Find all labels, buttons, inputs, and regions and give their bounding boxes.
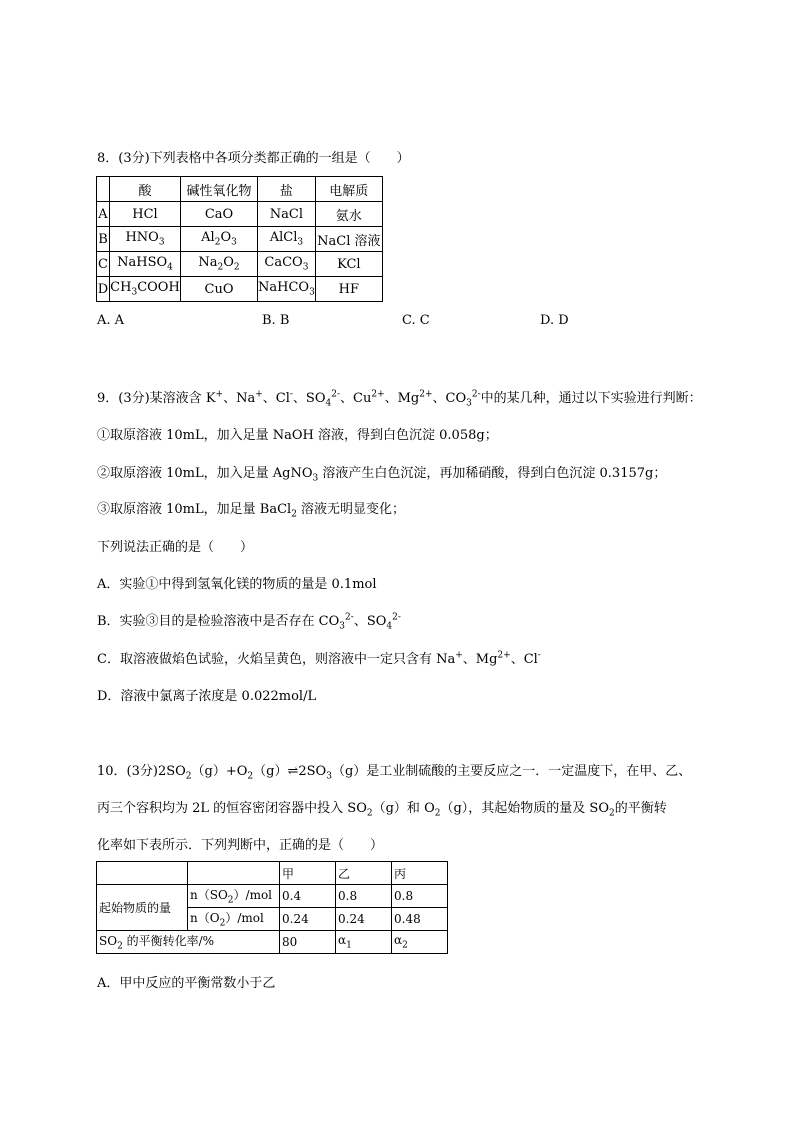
- table-row: [97, 931, 448, 954]
- table-cell: [188, 862, 280, 885]
- table-cell: CuO: [181, 277, 258, 302]
- q9-stem: 9．(3分)某溶液含 K+、Na+、Cl-、$SO_4^{2-}$、$Cu^{2+}$、$Mg^{2+}$、$CO_3^{2-}$中的某几种，通过以下实验进行判断：: [97, 389, 702, 409]
- row-label: $n(SO_2)$/mol: [188, 885, 280, 908]
- header-basic-oxide: 碱性氧化物: [181, 177, 258, 202]
- q8-option-d: D. D: [540, 313, 569, 328]
- table-cell: $\alpha_2$: [392, 931, 448, 954]
- q8-option-c: C. C: [402, 313, 430, 328]
- table-header-row: [97, 862, 448, 885]
- table-cell: 0.8: [336, 885, 392, 908]
- table-cell: [97, 177, 110, 202]
- table-row: [97, 202, 383, 227]
- q8-option-b: B. B: [262, 313, 290, 328]
- table-cell: 0.8: [392, 885, 448, 908]
- row-label: $SO_2$ 的平衡转化率/%: [97, 931, 280, 954]
- q9-option-d: D．溶液中氯离子浓度是 0.022mol/L: [97, 689, 317, 704]
- table-header-row: [97, 177, 383, 202]
- table-cell: HCl: [110, 202, 181, 227]
- table-cell: 氨水: [315, 202, 382, 227]
- q9-step-3: ③取原溶液 10mL，加足量 BaCl$_2$ 溶液无明显变化；: [97, 502, 406, 520]
- table-cell: 80: [280, 931, 336, 954]
- header-electrolyte: 电解质: [315, 177, 382, 202]
- table-cell: 0.4: [280, 885, 336, 908]
- q10-stem-line-1: 10．(3分)$2SO_2(g)+O_2(g)\rightleftharpoons 2SO_3(g)$是工业制硫酸的主要反应之一．一定温度下，在甲、乙、: [97, 764, 692, 782]
- table-row: [97, 227, 383, 252]
- table-cell: NaCl 溶液: [315, 227, 382, 252]
- row-label: B: [97, 227, 110, 252]
- table-cell: $HNO_3$: [110, 227, 181, 252]
- q10-stem-line-2: 丙三个容积均为 2L 的恒容密闭容器中投入 $SO_2(g)$和 $O_2(g)$，其起始物质的量及 $SO_2$的平衡转: [97, 801, 667, 819]
- table-cell: CaO: [181, 202, 258, 227]
- q9-question: 下列说法正确的是（ ）: [97, 540, 254, 555]
- header-yi: 乙: [336, 862, 392, 885]
- q9-option-c: C．取溶液做焰色试验，火焰呈黄色，则溶液中一定只含有 Na+、$Mg^{2+}$、Cl-: [97, 650, 541, 667]
- header-jia: 甲: [280, 862, 336, 885]
- q9-step-2: ②取原溶液 10mL，加入足量 AgNO$_3$ 溶液产生白色沉淀，再加稀硝酸，得到白色沉淀 0.3157g；: [97, 466, 667, 484]
- table-cell: KCl: [315, 252, 382, 277]
- table-cell: NaCl: [258, 202, 316, 227]
- row-label: D: [97, 277, 110, 302]
- q8-table: [96, 176, 383, 302]
- q9-option-a: A．实验①中得到氢氧化镁的物质的量是 0.1mol: [97, 577, 377, 592]
- header-bing: 丙: [392, 862, 448, 885]
- q8-stem: 8．(3分)下列表格中各项分类都正确的一组是（ ）: [97, 151, 410, 166]
- row-label: $n(O_2)$/mol: [188, 908, 280, 931]
- row-label: C: [97, 252, 110, 277]
- table-cell: HF: [315, 277, 382, 302]
- table-cell: 0.48: [392, 908, 448, 931]
- table-row: [97, 885, 448, 908]
- q10-stem-line-3: 化率如下表所示．下列判断中，正确的是（ ）: [97, 838, 384, 853]
- table-cell: AlCl$_3$: [258, 227, 316, 252]
- table-cell: $Na_2O_2$: [181, 252, 258, 277]
- table-cell: [97, 862, 188, 885]
- table-cell: NaHCO$_3$: [258, 277, 316, 302]
- table-cell: 0.24: [336, 908, 392, 931]
- group-label: 起始物质的量: [97, 885, 188, 931]
- table-cell: 0.24: [280, 908, 336, 931]
- q10-option-a: A．甲中反应的平衡常数小于乙: [97, 976, 276, 991]
- table-row: [97, 252, 383, 277]
- q8-option-a: A. A: [97, 313, 125, 328]
- header-salt: 盐: [258, 177, 316, 202]
- q10-table: [96, 861, 448, 954]
- table-row: [97, 277, 383, 302]
- row-label: A: [97, 202, 110, 227]
- table-cell: CaCO$_3$: [258, 252, 316, 277]
- table-cell: NaHSO$_4$: [110, 252, 181, 277]
- table-cell: $CH_3COOH$: [110, 277, 181, 302]
- q9-step-1: ①取原溶液 10mL，加入足量 NaOH 溶液，得到白色沉淀 0.058g；: [97, 428, 498, 443]
- q9-option-b: B．实验③目的是检验溶液中是否存在 $CO_3^{2-}$、$SO_4^{2-}$: [97, 612, 401, 632]
- header-acid: 酸: [110, 177, 181, 202]
- table-cell: $Al_2O_3$: [181, 227, 258, 252]
- table-cell: $\alpha_1$: [336, 931, 392, 954]
